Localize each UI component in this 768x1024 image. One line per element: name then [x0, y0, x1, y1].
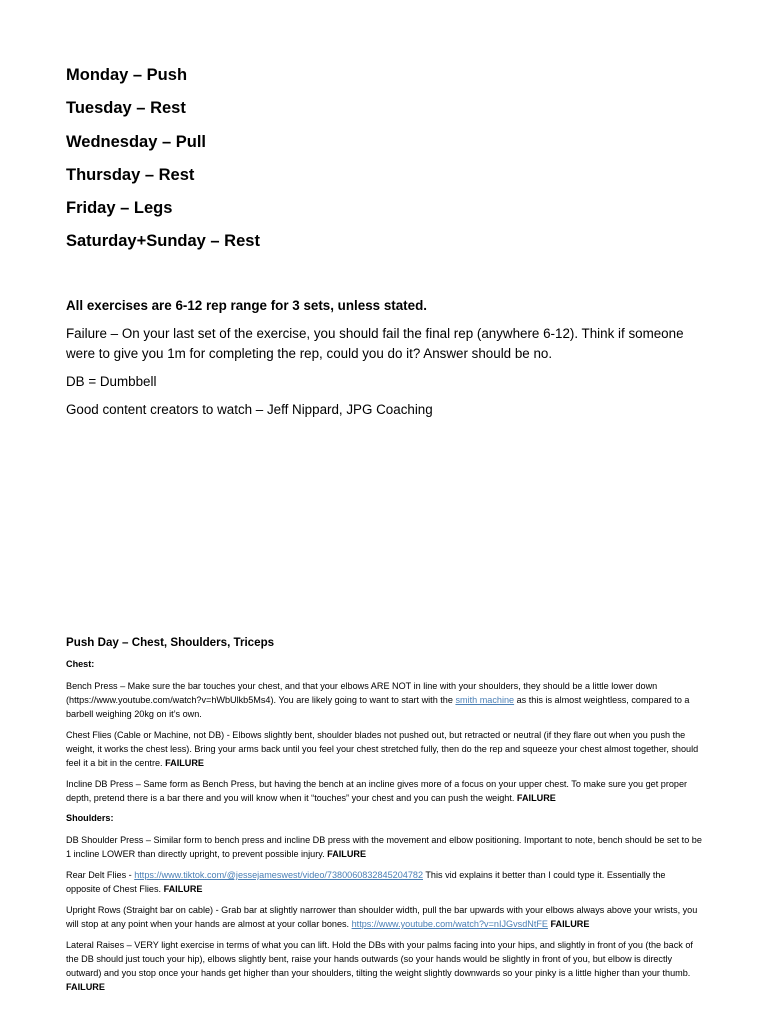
db-definition: DB = Dumbbell [66, 374, 157, 389]
chest-flies-paragraph [66, 728, 702, 770]
failure-tag: FAILURE [550, 919, 590, 929]
schedule-day: Friday – Legs [66, 199, 173, 218]
smith-machine-link[interactable]: smith machine [455, 695, 515, 705]
failure-tag: FAILURE [516, 793, 556, 803]
content-creators-note: Good content creators to watch – Jeff Nippard, JPG Coaching [66, 402, 433, 417]
schedule-day: Monday – Push [66, 66, 188, 84]
youtube-video-link[interactable]: https://www.youtube.com/watch?v=nIJGvsdNtFE [351, 919, 548, 929]
shoulders-subheading: Shoulders: [66, 813, 114, 823]
failure-tag: FAILURE [163, 884, 203, 894]
shoulder-press-paragraph [66, 833, 702, 861]
failure-tag: FAILURE [165, 758, 204, 768]
push-day-title: Push Day – Chest, Shoulders, Triceps [66, 636, 275, 649]
bench-press-text: Bench Press – Make sure the bar touches your chest, and that your elbows ARE NOT in line with your shoulders, they should be a little lower down (https://www.youtube.com/watch?v=hWbUlkb5Ms4). You are likely going to want to start with the [66, 681, 658, 705]
rear-delt-paragraph [66, 868, 702, 896]
rear-delt-text: Rear Delt Flies - [66, 870, 135, 880]
chest-subheading: Chest: [66, 659, 95, 669]
bench-press-paragraph [66, 679, 702, 721]
schedule-day: Tuesday – Rest [66, 99, 186, 118]
upright-rows-text: Upright Rows (Straight bar on cable) - Grab bar at slightly narrower than shoulder width, pull the bar upwards with your elbows always above your wrists, you will stop at any point when your hands are almost at your collar bones. [66, 905, 698, 929]
general-notes [66, 296, 702, 428]
schedule-day: Thursday – Rest [66, 165, 195, 184]
upright-rows-paragraph [66, 903, 702, 931]
chest-flies-text: Chest Flies (Cable or Machine, not DB) - Elbows slightly bent, shoulder blades not pushed out, but retracted or neutral (if they flare out when you push the weight, it works the chest less). Bring your arms back until you feel your chest stretched fully, then do the rep and squeeze your chest almost together, should feel it a bit in the centre. [66, 730, 699, 768]
rear-delt-text-after: This vid explains it better than I could type it. Essentially the opposite of Chest Flies. [66, 870, 666, 894]
rep-range-heading: All exercises are 6-12 rep range for 3 sets, unless stated. [66, 298, 427, 313]
failure-definition: Failure – On your last set of the exercise, you should fail the final rep (anywhere 6-12). Think if someone were to give you 1m for completing the rep, could you do it? Answer should be no. [66, 326, 684, 361]
failure-tag: FAILURE [66, 982, 105, 992]
tiktok-video-link[interactable]: https://www.tiktok.com/@jessejameswest/video/7380060832845204782 [134, 870, 423, 880]
incline-press-paragraph [66, 777, 702, 805]
weekly-schedule [66, 64, 260, 264]
bench-press-text-after: as this is almost weightless, compared to a barbell weighing 20kg on it’s own. [66, 695, 690, 719]
failure-tag: FAILURE [327, 849, 367, 859]
schedule-day: Wednesday – Pull [66, 132, 206, 151]
push-day-section [66, 634, 702, 1001]
schedule-day: Saturday+Sunday – Rest [66, 232, 260, 251]
lateral-raises-paragraph [66, 938, 702, 994]
shoulder-press-text: DB Shoulder Press – Similar form to bench press and incline DB press with the movement and elbow positioning. Important to note, bench should be set to be 1 incline LOWER than directly upright, to prevent possible injury. [66, 835, 702, 859]
lateral-raises-text: Lateral Raises – VERY light exercise in terms of what you can lift. Hold the DBs with your palms facing into your hips, and slightly in front of you (the back of the DB should just touch your hip), elbows slightly bent, raise your hands outwards (so your hands would be slightly in front of you, but elbow is directly outward) and you stop once your hands get higher than your shoulders, tilting the weight slightly downwards so your pinky is a little higher than your thumb. [66, 940, 693, 978]
incline-press-text: Incline DB Press – Same form as Bench Press, but having the bench at an incline gives more of a focus on your upper chest. To make sure you get proper depth, pretend there is a bar there and you will know when it “touches” your chest and you can push the weight. [66, 779, 688, 803]
